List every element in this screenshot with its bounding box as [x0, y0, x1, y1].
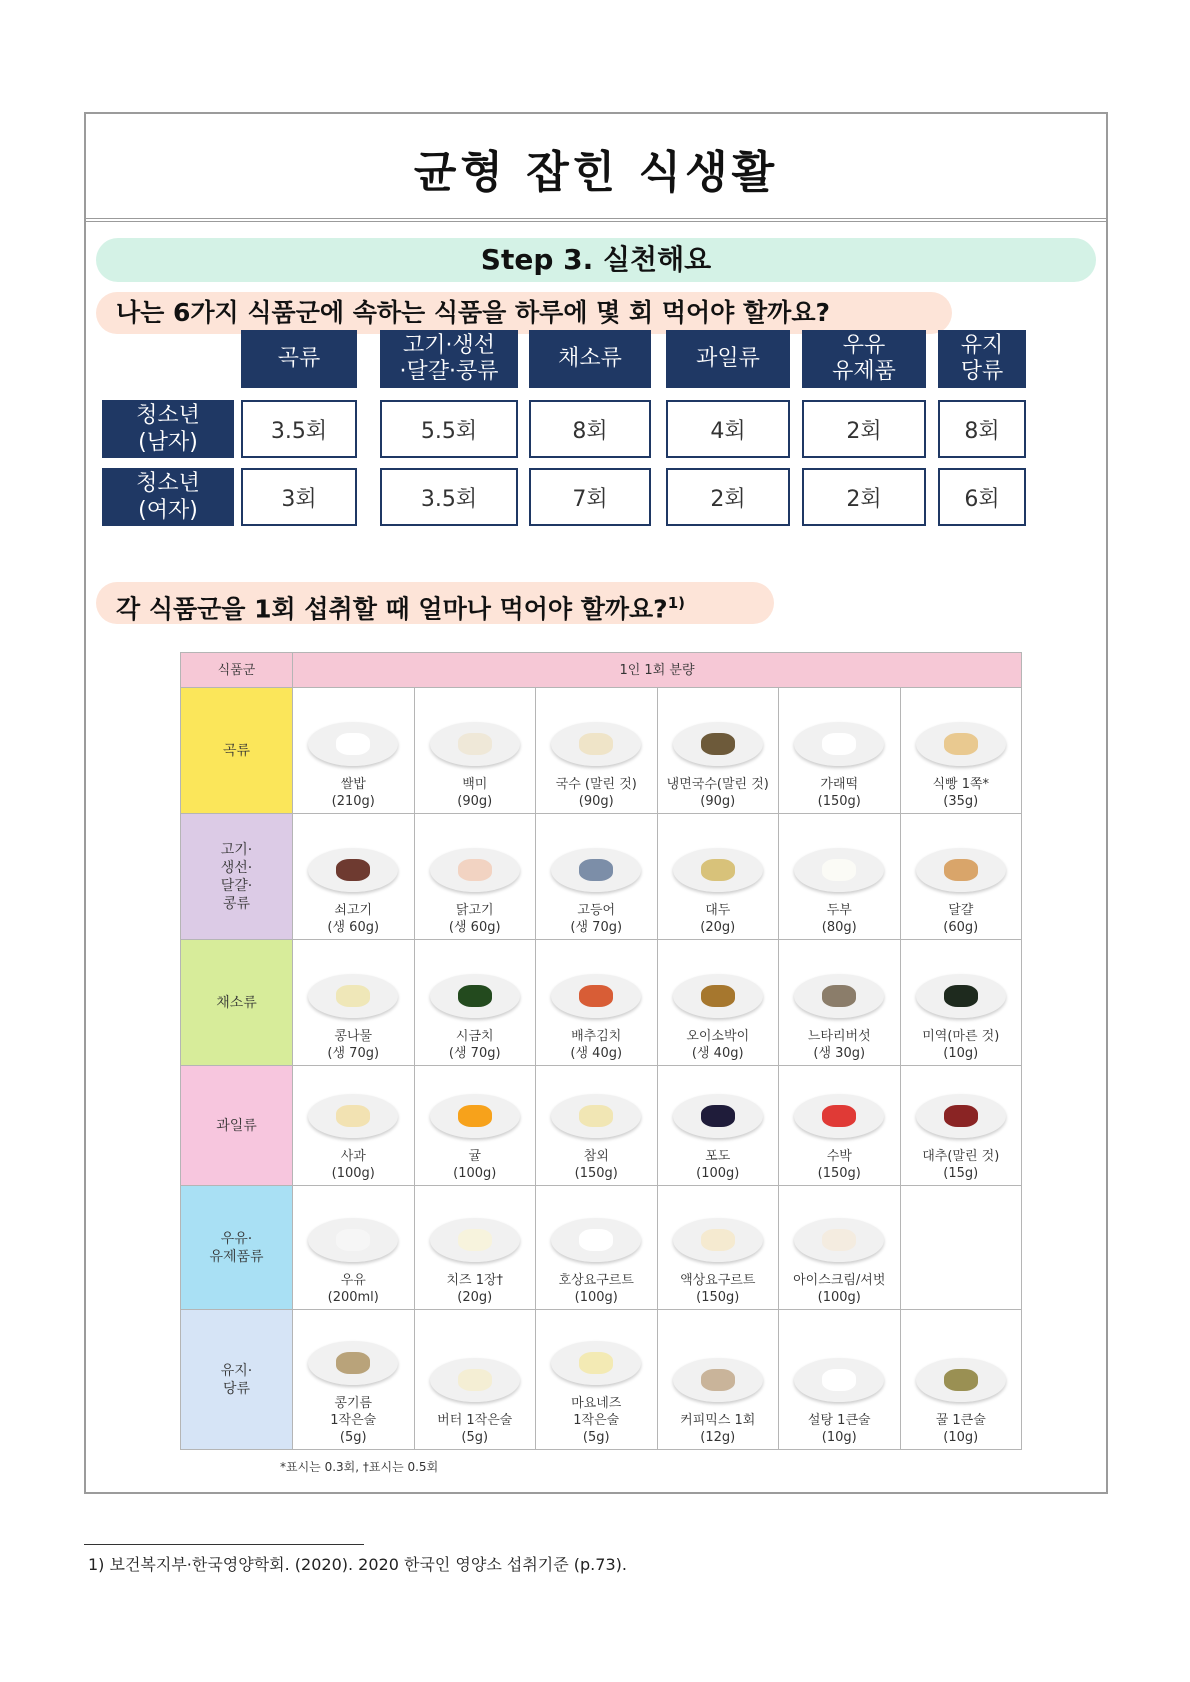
food-name: 귤: [468, 1149, 482, 1164]
food-amount: (100g): [331, 1166, 375, 1181]
food-amount: (210g): [331, 794, 375, 809]
servings-col-header: 고기·생선 ·달걀·콩류: [380, 330, 518, 388]
servings-row-header: 청소년 (남자): [102, 400, 234, 458]
footnote-ref: 1): [667, 594, 685, 612]
food-name: 콩기름 1작은술: [330, 1396, 377, 1428]
food-name: 식빵 1쪽*: [932, 777, 990, 792]
food-name: 두부: [826, 903, 852, 918]
food-amount: (100g): [574, 1290, 618, 1305]
food-name: 포도: [705, 1149, 731, 1164]
food-item: [657, 688, 779, 814]
food-item: [900, 1310, 1022, 1450]
food-item: [536, 688, 658, 814]
food-name: 설탕 1큰술: [807, 1413, 871, 1428]
portion-header-amount: 1인 1회 분량: [293, 653, 1022, 688]
food-amount: (생 60g): [327, 920, 380, 935]
food-amount: (100g): [696, 1166, 740, 1181]
food-photo: [794, 848, 884, 892]
question-2-text: 각 식품군을 1회 섭취할 때 얼마나 먹어야 할까요?: [116, 594, 668, 624]
food-name: 백미: [462, 777, 488, 792]
table-note: *표시는 0.3회, †표시는 0.5회: [280, 1460, 439, 1474]
food-item: [293, 1186, 415, 1310]
food-photo: [308, 848, 398, 892]
food-amount: (90g): [700, 794, 736, 809]
food-amount: (150g): [574, 1166, 618, 1181]
food-item: [293, 814, 415, 940]
food-group-row: [181, 814, 1022, 940]
food-amount: (15g): [943, 1166, 979, 1181]
servings-value: 6회: [938, 468, 1026, 526]
food-item: [900, 1186, 1022, 1310]
food-photo: [794, 1358, 884, 1402]
food-name: 액상요구르트: [680, 1273, 756, 1288]
servings-value: 5.5회: [380, 400, 518, 458]
servings-col-header: 과일류: [666, 330, 790, 388]
food-photo: [551, 722, 641, 766]
food-photo: [430, 722, 520, 766]
food-item: [414, 1186, 536, 1310]
portion-header-group: 식품군: [181, 653, 293, 688]
food-name: 달걀: [948, 903, 974, 918]
food-amount: (생 60g): [448, 920, 501, 935]
servings-value: 2회: [802, 468, 926, 526]
food-photo: [430, 1358, 520, 1402]
food-photo: [673, 722, 763, 766]
food-item: [414, 1310, 536, 1450]
food-amount: (생 70g): [448, 1046, 501, 1061]
portion-table: [180, 652, 1022, 1450]
food-amount: (100g): [453, 1166, 497, 1181]
food-item: [536, 1186, 658, 1310]
food-group-label: 채소류: [181, 940, 293, 1066]
servings-col-header: 채소류: [529, 330, 651, 388]
servings-value: 2회: [666, 468, 790, 526]
food-amount: (10g): [943, 1430, 979, 1445]
question-1: 나는 6가지 식품군에 속하는 식품을 하루에 몇 회 먹어야 할까요?: [96, 292, 952, 334]
servings-col-header: 유지 당류: [938, 330, 1026, 388]
food-name: 대두: [705, 903, 731, 918]
food-photo: [673, 1094, 763, 1138]
food-amount: (생 40g): [691, 1046, 744, 1061]
food-photo: [308, 722, 398, 766]
food-item: [414, 940, 536, 1066]
food-photo: [916, 722, 1006, 766]
food-group-label: 우유· 유제품류: [181, 1186, 293, 1310]
food-amount: (생 70g): [570, 920, 623, 935]
food-group-row: [181, 1310, 1022, 1450]
servings-row-header: 청소년 (여자): [102, 468, 234, 526]
food-amount: (150g): [817, 1166, 861, 1181]
food-group-label: 곡류: [181, 688, 293, 814]
food-item: [536, 1066, 658, 1186]
food-name: 미역(마른 것): [922, 1029, 1000, 1044]
food-photo: [916, 974, 1006, 1018]
food-photo: [430, 974, 520, 1018]
food-group-row: [181, 688, 1022, 814]
food-photo: [551, 974, 641, 1018]
food-photo: [430, 848, 520, 892]
servings-value: 4회: [666, 400, 790, 458]
food-amount: (20g): [457, 1290, 493, 1305]
food-amount: (150g): [696, 1290, 740, 1305]
servings-value: 3.5회: [241, 400, 357, 458]
food-item: [536, 814, 658, 940]
food-photo: [794, 1218, 884, 1262]
food-amount: (90g): [578, 794, 614, 809]
footnote-divider: [84, 1544, 364, 1545]
food-item: [293, 940, 415, 1066]
food-name: 수박: [826, 1149, 852, 1164]
food-photo: [916, 1094, 1006, 1138]
food-name: 고등어: [577, 903, 616, 918]
food-name: 국수 (말린 것): [555, 777, 637, 792]
food-photo: [794, 1094, 884, 1138]
food-amount: (20g): [700, 920, 736, 935]
food-photo: [430, 1218, 520, 1262]
food-amount: (12g): [700, 1430, 736, 1445]
food-photo: [308, 1341, 398, 1385]
food-amount: (생 30g): [813, 1046, 866, 1061]
food-amount: (생 40g): [570, 1046, 623, 1061]
step-banner: Step 3. 실천해요: [96, 238, 1096, 282]
servings-col-header: 우유 유제품: [802, 330, 926, 388]
page-title: 균형 잡힌 식생활: [413, 147, 779, 198]
food-photo: [551, 848, 641, 892]
food-item: [536, 940, 658, 1066]
food-item: [293, 688, 415, 814]
food-name: 오이소박이: [686, 1029, 750, 1044]
food-name: 치즈 1장†: [446, 1273, 504, 1288]
food-name: 시금치: [455, 1029, 494, 1044]
food-name: 쇠고기: [334, 903, 373, 918]
food-item: [900, 814, 1022, 940]
food-photo: [916, 848, 1006, 892]
food-name: 대추(말린 것): [922, 1149, 1000, 1164]
food-item: [900, 688, 1022, 814]
food-name: 콩나물: [334, 1029, 373, 1044]
food-name: 사과: [340, 1149, 366, 1164]
servings-col-header: 곡류: [241, 330, 357, 388]
food-photo: [308, 974, 398, 1018]
food-photo: [551, 1094, 641, 1138]
food-amount: (10g): [821, 1430, 857, 1445]
food-amount: (100g): [817, 1290, 861, 1305]
food-amount: (150g): [817, 794, 861, 809]
content-frame: [84, 112, 1108, 1494]
food-item: [779, 1066, 901, 1186]
food-photo: [916, 1358, 1006, 1402]
food-amount: (60g): [943, 920, 979, 935]
food-name: 쌀밥: [340, 777, 366, 792]
food-amount: (5g): [339, 1430, 367, 1445]
food-item: [900, 940, 1022, 1066]
food-name: 마요네즈 1작은술: [571, 1396, 622, 1428]
food-name: 커피믹스 1회: [680, 1413, 756, 1428]
food-photo: [430, 1094, 520, 1138]
food-item: [779, 940, 901, 1066]
servings-value: 8회: [529, 400, 651, 458]
servings-value: 7회: [529, 468, 651, 526]
question-2: [96, 582, 774, 624]
food-item: [414, 688, 536, 814]
food-photo: [551, 1218, 641, 1262]
food-photo: [673, 1358, 763, 1402]
food-group-label: 유지· 당류: [181, 1310, 293, 1450]
food-name: 꿀 1큰술: [935, 1413, 986, 1428]
food-photo: [308, 1218, 398, 1262]
food-item: [779, 688, 901, 814]
food-photo: [551, 1341, 641, 1385]
food-group-row: [181, 940, 1022, 1066]
food-amount: (35g): [943, 794, 979, 809]
food-item: [293, 1310, 415, 1450]
food-name: 호상요구르트: [558, 1273, 634, 1288]
food-photo: [673, 1218, 763, 1262]
food-amount: (10g): [943, 1046, 979, 1061]
food-item: [414, 814, 536, 940]
food-item: [657, 1186, 779, 1310]
food-name: 버터 1작은술: [437, 1413, 513, 1428]
food-name: 아이스크림/셔벗: [793, 1273, 886, 1288]
servings-value: 2회: [802, 400, 926, 458]
food-item: [779, 814, 901, 940]
footnote: 1) 보건복지부·한국영양학회. (2020). 2020 한국인 영양소 섭취기준 (p.73).: [88, 1555, 627, 1574]
food-group-row: [181, 1066, 1022, 1186]
food-name: 냉면국수(말린 것): [666, 777, 769, 792]
food-photo: [794, 974, 884, 1018]
food-name: 가래떡: [820, 777, 859, 792]
food-group-label: 고기· 생선· 달걀· 콩류: [181, 814, 293, 940]
food-item: [657, 814, 779, 940]
food-item: [900, 1066, 1022, 1186]
food-item: [414, 1066, 536, 1186]
food-item: [779, 1186, 901, 1310]
food-name: 참외: [583, 1149, 609, 1164]
food-amount: (80g): [821, 920, 857, 935]
servings-value: 3.5회: [380, 468, 518, 526]
food-amount: (90g): [457, 794, 493, 809]
food-item: [657, 1066, 779, 1186]
food-group-row: [181, 1186, 1022, 1310]
food-item: [657, 940, 779, 1066]
food-amount: (5g): [461, 1430, 489, 1445]
food-item: [657, 1310, 779, 1450]
food-amount: (생 70g): [327, 1046, 380, 1061]
servings-value: 3회: [241, 468, 357, 526]
food-amount: (200ml): [327, 1290, 379, 1305]
food-name: 우유: [340, 1273, 366, 1288]
food-photo: [673, 974, 763, 1018]
food-item: [293, 1066, 415, 1186]
food-amount: (5g): [582, 1430, 610, 1445]
food-name: 느타리버섯: [807, 1029, 871, 1044]
food-item: [779, 1310, 901, 1450]
servings-value: 8회: [938, 400, 1026, 458]
food-name: 닭고기: [455, 903, 494, 918]
food-photo: [308, 1094, 398, 1138]
food-name: 배추김치: [571, 1029, 622, 1044]
title-area: [86, 114, 1106, 222]
food-group-label: 과일류: [181, 1066, 293, 1186]
food-item: [536, 1310, 658, 1450]
food-photo: [794, 722, 884, 766]
food-photo: [673, 848, 763, 892]
